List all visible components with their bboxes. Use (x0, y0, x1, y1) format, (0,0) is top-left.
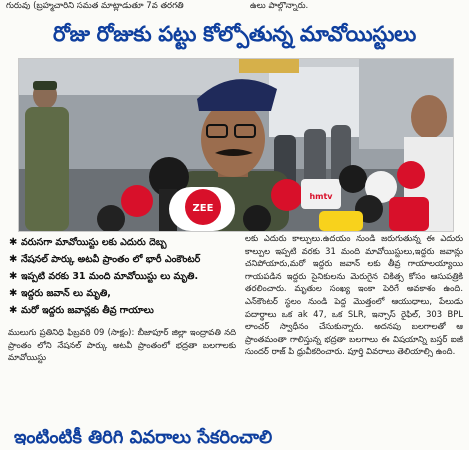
star-bullet-icon: ✱ (9, 271, 18, 282)
highlight-text: మరో ఇద్దరు జవాన్లకు తీవ్ర గాయాలు (21, 305, 154, 316)
highlight-text: ఇద్దరు జవాన్ లు మృతి, (21, 288, 111, 299)
mic-6 (397, 161, 425, 189)
article-body-paragraph: లకు ఎదురు కాల్పులు.ఉదయం నుండి జరుగుతున్న ఈ ఎదురు కాల్పుల ఇప్పటి వరకు 31 మంది మావోయిస్టులు,ఇద్దరు జవాన్లు చనిపోయారు,మరో ఇద్దరు జవాన్ లకు తీవ్ర గాయాలయ్యాయి గాయపడిన ఇద్దరు సైనికులను మెరుగైన చికిత్స కోసం ఆసుపత్రికి తరలించారు. మృతుల సంఖ్య ఇంకా పెరిగే అవకాశం ఉంది. ఎన్‌కౌంటర్ స్థలం నుండి పెద్ద మొత్తంలో ఆయుధాలు, పేలుడు పదార్థాలు ఒక ak 47, ఒక SLR, ఇన్సాస్ రైఫిల్, 303 BPL లాంచర్ స్వాధీనం చేసుకున్నారు. అదనపు బలగాలతో ఆ ప్రాంతమంతా గాలిస్తున్న భద్రతా బలగాలు ఈ విషయాన్ని బస్తర్ ఐజీ సుందర్ రాజ్ పి ధ్రువీకరించారు. పూర్తి వివరాలు తెలియాల్సి ఉంది. (245, 233, 463, 357)
mic-4 (339, 165, 367, 193)
highlight-text: ఇప్పటి వరకు 31 మంది మావోయిస్టు లు మృతి. (21, 271, 199, 282)
highlight-item (8, 304, 236, 318)
mic-8 (389, 197, 429, 231)
mic-3 (271, 179, 303, 211)
star-bullet-icon: ✱ (9, 254, 18, 265)
sign-board (239, 59, 299, 73)
mic-2 (121, 185, 153, 217)
left-soldier-cap (33, 81, 57, 90)
article-lead-paragraph: ములుగు ప్రతినిధి ఫిబ్రవరి 09 (సాక్షం): బీజాపూర్ జిల్లా ఇంద్రావతి నది ప్రాంతం లోని నేషనల్ పార్కు అటవీ ప్రాంతంలో భద్రతా బలగాలకు మావోయిస్టు (8, 327, 236, 363)
star-bullet-icon: ✱ (9, 237, 18, 248)
mic-9 (319, 211, 363, 231)
highlight-text: నేషనల్ పార్కు అటవీ ప్రాంతం లో భారీ ఎంకౌంటర్ (21, 254, 201, 265)
right-column (245, 232, 463, 358)
top-text-left: గురువు (బ్రహ్మచారిని సమత మాట్లాడుతూ 7వ తరగతి (6, 1, 184, 11)
highlight-text: వరుసగా మావోయిస్టు లకు ఎదురు దెబ్బ (21, 237, 167, 248)
highlight-item (8, 270, 236, 284)
mic-zee-logo: ZEE (192, 203, 214, 214)
news-photo-illustration (19, 59, 453, 231)
top-text-strip (0, 0, 469, 13)
officer-face (201, 101, 265, 177)
news-photo (18, 58, 454, 232)
star-bullet-icon: ✱ (9, 288, 18, 299)
left-soldier-body (25, 107, 69, 231)
article-headline: రోజు రోజుకు పట్టు కోల్పోతున్న మావోయిస్టులు (53, 22, 416, 46)
highlight-item (8, 253, 236, 267)
left-column (8, 236, 236, 364)
highlights-list (8, 236, 236, 318)
next-article-headline: ఇంటింటికీ తిరిగి వివరాలు సేకరించాలి (14, 427, 273, 448)
star-bullet-icon: ✱ (9, 305, 18, 316)
mic-hmtv-tag: hmtv (309, 192, 333, 201)
right-man-head (411, 95, 447, 139)
highlight-item (8, 236, 236, 250)
highlight-item (8, 287, 236, 301)
top-text-right: ఉలు పాల్గొన్నారు. (250, 1, 309, 11)
